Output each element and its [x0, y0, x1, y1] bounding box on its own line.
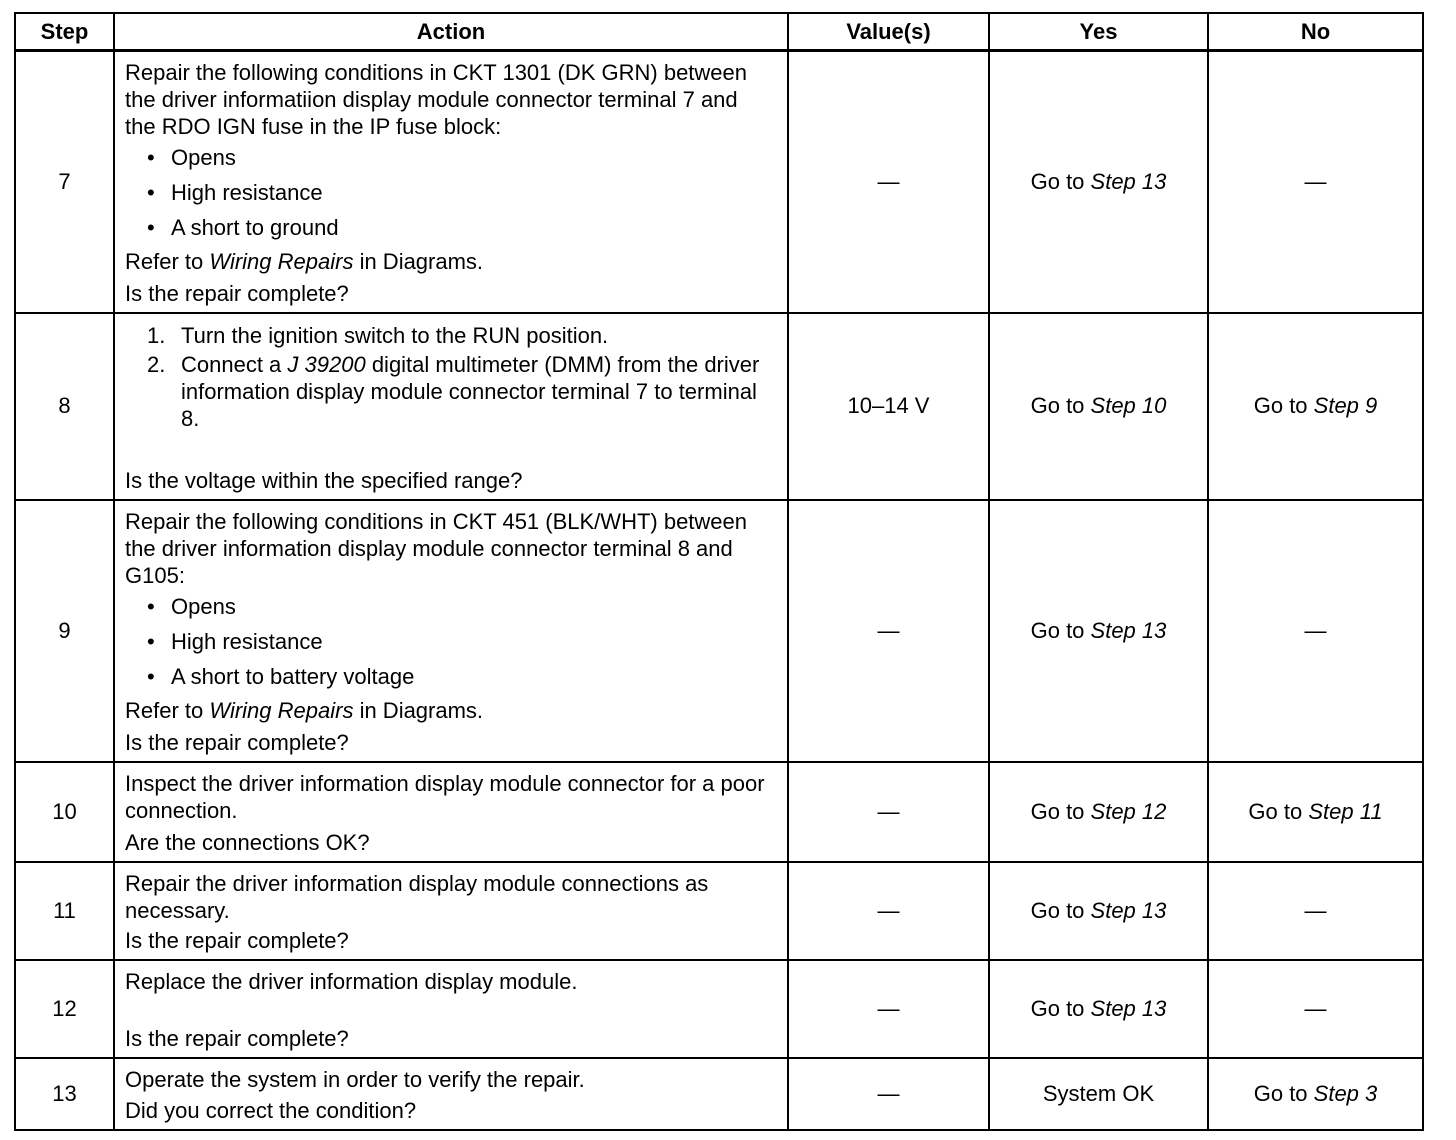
step-number: 11	[15, 862, 114, 960]
header-step: Step	[15, 13, 114, 51]
action-text: Inspect the driver information display module connector for a poor connection.	[125, 770, 765, 823]
step-number: 13	[15, 1058, 114, 1130]
yes-cell: Go to Step 13	[989, 862, 1208, 960]
action-question: Is the voltage within the specified range?	[125, 467, 523, 493]
action-question: Did you correct the condition?	[125, 1097, 417, 1123]
yes-cell: Go to Step 12	[989, 762, 1208, 862]
value-cell: 10–14 V	[788, 313, 989, 500]
value-cell: —	[788, 1058, 989, 1130]
step-number: 7	[15, 51, 114, 313]
no-cell: Go to Step 11	[1208, 762, 1423, 862]
no-cell: Go to Step 3	[1208, 1058, 1423, 1130]
bullet-item: • High resistance	[147, 179, 323, 205]
table-row	[15, 313, 1423, 500]
bullet-item: • High resistance	[147, 628, 323, 654]
no-cell: —	[1208, 862, 1423, 960]
header-action: Action	[114, 13, 788, 51]
action-text: Repair the driver information display module connections as necessary.	[125, 870, 709, 923]
step-number: 8	[15, 313, 114, 500]
bullet-item: • Opens	[147, 593, 236, 619]
action-intro: Repair the following conditions in CKT 451 (BLK/WHT) between the driver information display module connector terminal 8 and G105:	[125, 508, 748, 588]
action-question: Is the repair complete?	[125, 1025, 349, 1051]
yes-cell: System OK	[989, 1058, 1208, 1130]
action-question: Is the repair complete?	[125, 729, 349, 755]
table-row	[15, 51, 1423, 313]
yes-cell: Go to Step 13	[989, 500, 1208, 762]
action-cell	[114, 1058, 788, 1130]
yes-cell: Go to Step 13	[989, 51, 1208, 313]
no-cell: Go to Step 9	[1208, 313, 1423, 500]
header-yes: Yes	[989, 13, 1208, 51]
step-number: 10	[15, 762, 114, 862]
action-cell	[114, 313, 788, 500]
action-cell	[114, 762, 788, 862]
value-cell: —	[788, 762, 989, 862]
bullet-item: • A short to battery voltage	[147, 663, 415, 689]
bullet-item: • Opens	[147, 144, 236, 170]
table-row	[15, 1058, 1423, 1130]
bullet-item: • A short to ground	[147, 214, 339, 240]
refer-text: Refer to Wiring Repairs in Diagrams.	[125, 697, 484, 723]
numbered-step: 2. Connect a J 39200 digital multimeter (DMM) from the driver information display module connector terminal 7 to terminal 8.	[147, 351, 760, 431]
yes-cell: Go to Step 10	[989, 313, 1208, 500]
no-cell: —	[1208, 960, 1423, 1058]
action-cell	[114, 960, 788, 1058]
header-values: Value(s)	[788, 13, 989, 51]
value-cell: —	[788, 862, 989, 960]
action-question: Are the connections OK?	[125, 829, 370, 855]
action-cell	[114, 500, 788, 762]
step-number: 12	[15, 960, 114, 1058]
no-cell: —	[1208, 51, 1423, 313]
table-row	[15, 762, 1423, 862]
table-row	[15, 500, 1423, 762]
value-cell: —	[788, 960, 989, 1058]
numbered-step: 1. Turn the ignition switch to the RUN position.	[147, 322, 609, 348]
value-cell: —	[788, 500, 989, 762]
action-text: Replace the driver information display module.	[125, 968, 578, 994]
action-intro: Repair the following conditions in CKT 1301 (DK GRN) between the driver informatiion display module connector terminal 7 and the RDO IGN fuse in the IP fuse block:	[125, 59, 748, 139]
table-row	[15, 862, 1423, 960]
header-row	[15, 13, 1423, 51]
action-question: Is the repair complete?	[125, 927, 349, 953]
step-number: 9	[15, 500, 114, 762]
refer-text: Refer to Wiring Repairs in Diagrams.	[125, 248, 484, 274]
action-cell	[114, 51, 788, 313]
action-cell	[114, 862, 788, 960]
action-text: Operate the system in order to verify the repair.	[125, 1066, 585, 1092]
diagnostic-table	[14, 12, 1424, 1131]
action-question: Is the repair complete?	[125, 280, 349, 306]
no-cell: —	[1208, 500, 1423, 762]
yes-cell: Go to Step 13	[989, 960, 1208, 1058]
value-cell: —	[788, 51, 989, 313]
table-row	[15, 960, 1423, 1058]
header-no: No	[1208, 13, 1423, 51]
